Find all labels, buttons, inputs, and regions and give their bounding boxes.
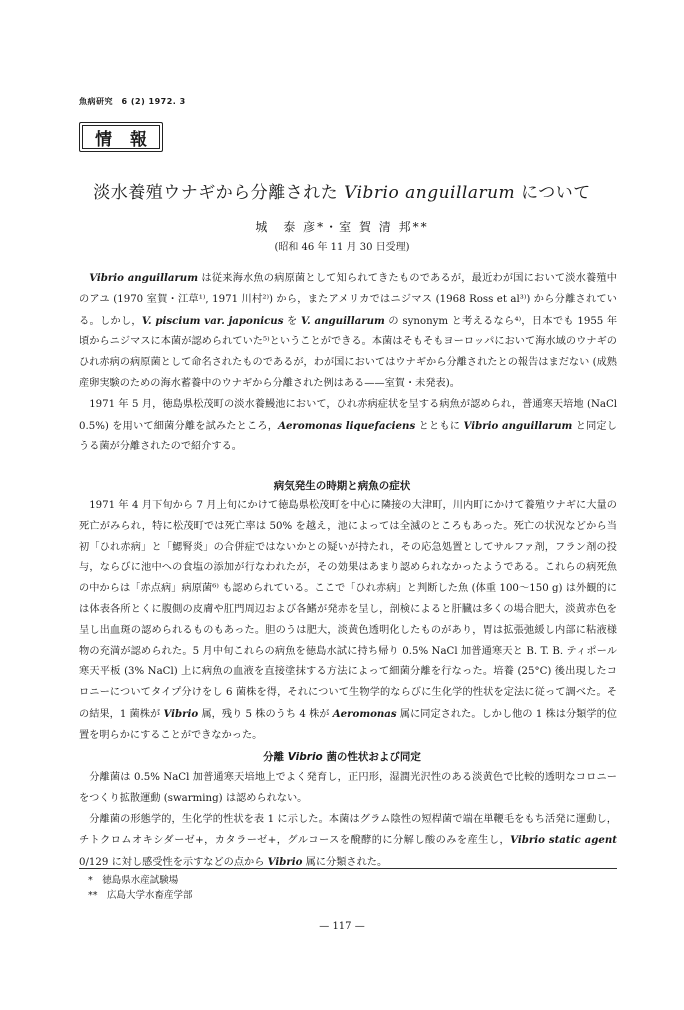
- text-run: 属に分類された。: [302, 857, 388, 869]
- latin-name: Vibrio anguillarum: [463, 419, 573, 432]
- page-number: — 117 —: [319, 921, 365, 932]
- authors: 城 泰 彦*・室 賀 清 邦**: [255, 220, 429, 234]
- text-run: 属，残り 5 株のうち 4 株が: [198, 708, 333, 720]
- intro-paragraph-2: [79, 395, 617, 458]
- section-2-heading-suffix: 菌の性状および同定: [326, 751, 421, 763]
- section-tag-char-1: 情: [95, 129, 112, 150]
- footnote-2: ** 広島大学水畜産学部: [88, 890, 193, 901]
- text-run: の synonym と考えるなら⁴⁾，日本でも 1955 年頃からニジマスに本菌が認められていた⁵⁾ということができる。本菌はそもそもヨーロッパにおいて海水域のウナギのひれ赤病の病原菌として命名されたものであるが，わが国においてはウナギから分離されたとの報告はまだない (成熟産卵実験のための海水蓄養中のウナギから分離された例はある——室賀・未発表)。: [79, 315, 618, 389]
- latin-name: Vibrio: [267, 856, 303, 869]
- section-2-paragraph-2: [79, 810, 617, 874]
- text-run: と同定しうる菌が分離されたので紹介する。: [79, 420, 617, 453]
- text-run: 属に同定された。しかし他の 1 株は分類学的位置を明らかにすることができなかった。: [79, 708, 617, 741]
- text-run: 1971 年 5 月，徳島県松茂町の淡水養鰻池において，ひれ赤病症状を呈する病魚が認められ，普通寒天培地 (NaCl 0.5%) を用いて細菌分離を試みたところ，: [79, 398, 617, 432]
- latin-name: V. piscium var. japonicus: [141, 314, 284, 327]
- text-run: 分離菌は 0.5% NaCl 加普通寒天培地上でよく発育し，正円形，湿潤光沢性のある淡黄色で比較的透明なコロニーをつくり拡散運動 (swarming) は認められない。: [79, 772, 617, 804]
- article-title: [0, 178, 684, 203]
- footnote-1: * 徳島県水産試験場: [88, 875, 179, 886]
- latin-name: V. anguillarum: [301, 314, 385, 327]
- text-run: 0/129 に対し感受性を示すなどの点から: [79, 857, 268, 869]
- intro-section: [79, 268, 617, 458]
- section-tag-char-2: 報: [130, 129, 147, 150]
- latin-name: Aeromonas liquefaciens: [278, 419, 416, 432]
- footnotes: [88, 873, 193, 903]
- section-tag-info: [79, 122, 163, 152]
- text-run: とともに: [415, 420, 464, 432]
- text-run: 分離菌の形態学的，生化学的性状を表 1 に示した。本菌はグラム陰性の短桿菌で端在単鞭毛をもち活発に運動し，チトクロムオキシダーゼ+，カタラーゼ+，グルコースを醗酵的に分解し酸のみを産生し，: [79, 813, 617, 847]
- intro-paragraph-1: [79, 268, 617, 395]
- footnote-divider: [79, 868, 617, 869]
- section-1-paragraph-1: [79, 496, 617, 747]
- section-1-heading: 病気発生の時期と病魚の症状: [273, 480, 411, 492]
- section-2-heading-prefix: 分離: [263, 751, 285, 763]
- received-date: (昭和 46 年 11 月 30 日受理): [274, 242, 410, 253]
- section-1-body: [79, 496, 617, 747]
- journal-header: 魚病研究 6 (2) 1972. 3: [79, 97, 186, 106]
- latin-name: Vibrio static agent: [510, 834, 618, 847]
- title-prefix: 淡水養殖ウナギから分離された: [93, 183, 339, 203]
- text-run: は従来海水魚の病原菌として知られてきたものであるが，最近わが国において淡水養殖中のアユ (1970 室賀・江草¹⁾, 1971 川村²⁾) から，またアメリカではニジマス (1968 Ross et al³⁾) から分離されている。しかし，: [79, 273, 617, 327]
- latin-name: Aeromonas: [332, 707, 397, 720]
- section-2-body: [79, 768, 617, 874]
- section-2-heading-latin: Vibrio: [287, 751, 323, 763]
- text-run: 1971 年 4 月下旬から 7 月上旬にかけて徳島県松茂町を中心に隣接の大津町，川内町にかけて養殖ウナギに大量の死亡がみられ，特に松茂町では死亡率は 50% を越え，池によっては全滅のところもあった。死亡の状況などから当初「ひれ赤病」と「鰓腎炎」の合併症ではないかとの疑いが持たれ，その応急処置としてサルファ剤，フラン剤の投与，ならびに池中への食塩の添加が行なわれたが，その効果はあまり認められなかったようである。これらの病死魚の中からは「赤点病」病原菌⁶⁾ も認められている。ここで「ひれ赤病」と判断した魚 (体重 100～150 g) は外観的には体表各所とくに腹側の皮膚や肛門周辺および各鰭が発赤を呈し，剖検によると肝臓は多くの場合肥大，淡黄赤色を呈し出血斑の認められるものもあった。胆のうは肥大，淡黄色透明化したものがあり，胃は拡張弛緩し内部に粘液様物の充満が認められた。5 月中旬これらの病魚を徳島水試に持ち帰り 0.5% NaCl 加普通寒天と B. T. B. ティポール寒天平板 (3% NaCl) 上に病魚の血液を直接塗抹する方法によって細菌分離を行なった。培養 (25°C) 後出現したコロニーについてタイプ分けをし 6 菌株を得，それについて生物学的ならびに生化学的性状を定法に従って調べた。その結果，1 菌株が: [79, 500, 617, 720]
- section-2-heading: [0, 749, 684, 764]
- title-latin: Vibrio anguillarum: [344, 183, 516, 203]
- text-run: を: [283, 315, 302, 327]
- latin-name: Vibrio: [163, 707, 199, 720]
- section-2-paragraph-1: [79, 768, 617, 810]
- title-suffix: について: [521, 183, 591, 203]
- latin-name: Vibrio anguillarum: [89, 272, 198, 284]
